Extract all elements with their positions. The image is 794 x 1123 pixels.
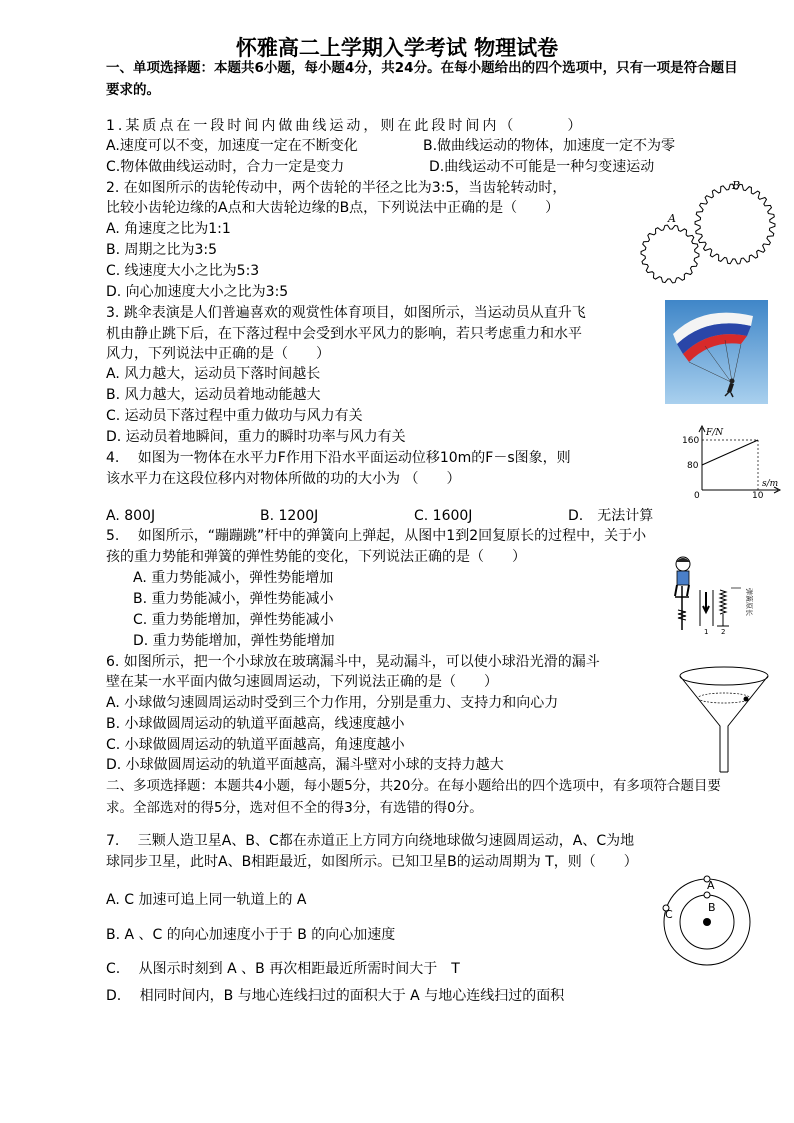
funnel-ball xyxy=(744,697,749,702)
q5-option-d: D. 重力势能增加，弹性势能增加 xyxy=(133,633,335,649)
q4-stem-line-1: 4. 如图为一物体在水平力F作用下沿水平面运动位移10m的F－s图象，则 xyxy=(106,450,571,466)
q5-option-b: B. 重力势能减小，弹性势能减小 xyxy=(133,591,334,607)
graph-tick-160: 160 xyxy=(682,436,700,446)
q4-option-b: B. 1200J xyxy=(260,508,319,524)
q6-option-d: D. 小球做圆周运动的轨道平面越高，漏斗壁对小球的支持力越大 xyxy=(106,757,504,773)
q7-stem-line-2: 球同步卫星，此时A、B相距最近，如图所示。已知卫星B的运动周期为 T，则（ ） xyxy=(106,854,638,870)
q6-stem-line-2: 壁在某一水平面内做匀速圆周运动，下列说法正确的是（ ） xyxy=(106,674,498,690)
q1-option-d: D.曲线运动不可能是一种匀变速运动 xyxy=(429,159,655,175)
satellite-orbit-figure xyxy=(660,874,756,970)
q6-stem-line-1: 6. 如图所示，把一个小球放在玻璃漏斗中，晃动漏斗，可以使小球沿光滑的漏斗 xyxy=(106,654,600,670)
earth-center xyxy=(703,918,711,926)
spring-label-1: 1 xyxy=(704,628,709,636)
spring-diagram xyxy=(700,588,741,626)
q2-stem-line-1: 2. 在如图所示的齿轮传动中，两个齿轮的半径之比为3:5，当齿轮转动时， xyxy=(106,180,567,196)
graph-tick-10: 10 xyxy=(752,491,764,500)
q6-option-b: B. 小球做圆周运动的轨道平面越高，线速度越小 xyxy=(106,716,405,732)
q7-option-a: A. C 加速可追上同一轨道上的 A xyxy=(106,892,307,908)
q1-stem: 1.某质点在一段时间内做曲线运动，则在此段时间内（ ） xyxy=(106,118,585,134)
q4-stem-line-2: 该水平力在这段位移内对物体所做的功的大小为 （ ） xyxy=(106,471,461,487)
orbit-label-c: C xyxy=(665,908,673,921)
q7-stem-line-1: 7. 三颗人造卫星A、B、C都在赤道正上方同方向绕地球做匀速圆周运动，A、C为地 xyxy=(106,833,635,849)
q3-option-a: A. 风力越大，运动员下落时间越长 xyxy=(106,366,321,382)
q2-option-b: B. 周期之比为3:5 xyxy=(106,242,218,258)
q3-stem-line-3: 风力，下列说法中正确的是（ ） xyxy=(106,346,330,362)
q5-stem-line-2: 孩的重力势能和弹簧的弹性势能的变化，下列说法正确的是（ ） xyxy=(106,549,526,565)
funnel-figure xyxy=(676,664,772,774)
section-1-heading: 一、单项选择题：本题共6小题，每小题4分，共24分。在每小题给出的四个选项中，只有一项是符合题目要求的。 xyxy=(106,60,738,98)
spring-label-2: 2 xyxy=(721,628,726,636)
graph-y-label: F/N xyxy=(706,428,724,438)
gear-label-b: B xyxy=(732,179,741,192)
q3-option-d: D. 运动员着地瞬间，重力的瞬时功率与风力有关 xyxy=(106,429,406,445)
q1-option-a: A.速度可以不变，加速度一定在不断变化 xyxy=(106,138,358,154)
satellite-b xyxy=(704,892,710,898)
q7-option-d: D. 相同时间内，B 与地心连线扫过的面积大于 A 与地心连线扫过的面积 xyxy=(106,988,565,1004)
q2-option-a: A. 角速度之比为1:1 xyxy=(106,221,231,237)
q7-option-b: B. A 、C 的向心加速度小于于 B 的向心加速度 xyxy=(106,927,396,943)
parachute-photo xyxy=(665,300,768,404)
graph-force-line xyxy=(702,440,758,465)
q3-stem-line-1: 3. 跳伞表演是人们普遍喜欢的观赏性体育项目，如图所示，当运动员从直升飞 xyxy=(106,305,586,321)
spring-natural-length-label: 弹簧原长 xyxy=(745,588,753,616)
q4-option-a: A. 800J xyxy=(106,508,156,524)
q4-option-d: D. 无法计算 xyxy=(568,508,654,524)
page-title: 怀雅高二上学期入学考试 物理试卷 xyxy=(235,35,559,60)
large-gear xyxy=(695,184,775,264)
orbit-label-a: A xyxy=(707,879,715,892)
orbit-label-b: B xyxy=(708,901,716,914)
q3-option-c: C. 运动员下落过程中重力做功与风力有关 xyxy=(106,408,363,424)
gear-figure xyxy=(640,176,776,288)
graph-x-label: s/m xyxy=(762,479,779,489)
q1-option-b: B.做曲线运动的物体，加速度一定不为零 xyxy=(423,138,676,154)
force-displacement-graph xyxy=(680,424,784,500)
q1-option-c: C.物体做曲线运动时，合力一定是变力 xyxy=(106,159,345,175)
q6-option-c: C. 小球做圆周运动的轨道平面越高，角速度越小 xyxy=(106,737,405,753)
q2-option-d: D. 向心加速度大小之比为3:5 xyxy=(106,284,289,300)
small-gear xyxy=(641,225,699,283)
pogo-stick-figure xyxy=(665,552,761,636)
q3-stem-line-2: 机由静止跳下后，在下落过程中会受到水平风力的影响，若只考虑重力和水平 xyxy=(106,326,582,342)
q3-option-b: B. 风力越大，运动员着地动能越大 xyxy=(106,387,321,403)
q5-option-c: C. 重力势能增加，弹性势能减小 xyxy=(133,612,334,628)
gear-label-a: A xyxy=(668,212,676,225)
q4-option-c: C. 1600J xyxy=(414,508,473,524)
q7-option-c: C. 从图示时刻到 A 、B 再次相距最近所需时间大于 T xyxy=(106,961,460,977)
graph-tick-80: 80 xyxy=(687,461,699,471)
child-figure xyxy=(675,557,690,630)
graph-tick-origin: 0 xyxy=(694,491,700,500)
q2-option-c: C. 线速度大小之比为5:3 xyxy=(106,263,260,279)
section-2-heading: 二、多项选择题：本题共4小题，每小题5分，共20分。在每小题给出的四个选项中，有多项符合题目要求。全部选对的得5分，选对但不全的得3分，有选错的得0分。 xyxy=(106,778,721,816)
q6-option-a: A. 小球做匀速圆周运动时受到三个力作用，分别是重力、支持力和向心力 xyxy=(106,695,559,711)
q5-stem-line-1: 5. 如图所示，“蹦蹦跳”杆中的弹簧向上弹起，从图中1到2回复原长的过程中，关于小 xyxy=(106,528,647,544)
q2-stem-line-2: 比较小齿轮边缘的A点和大齿轮边缘的B点，下列说法中正确的是（ ） xyxy=(106,200,560,216)
q5-option-a: A. 重力势能减小，弹性势能增加 xyxy=(133,570,334,586)
